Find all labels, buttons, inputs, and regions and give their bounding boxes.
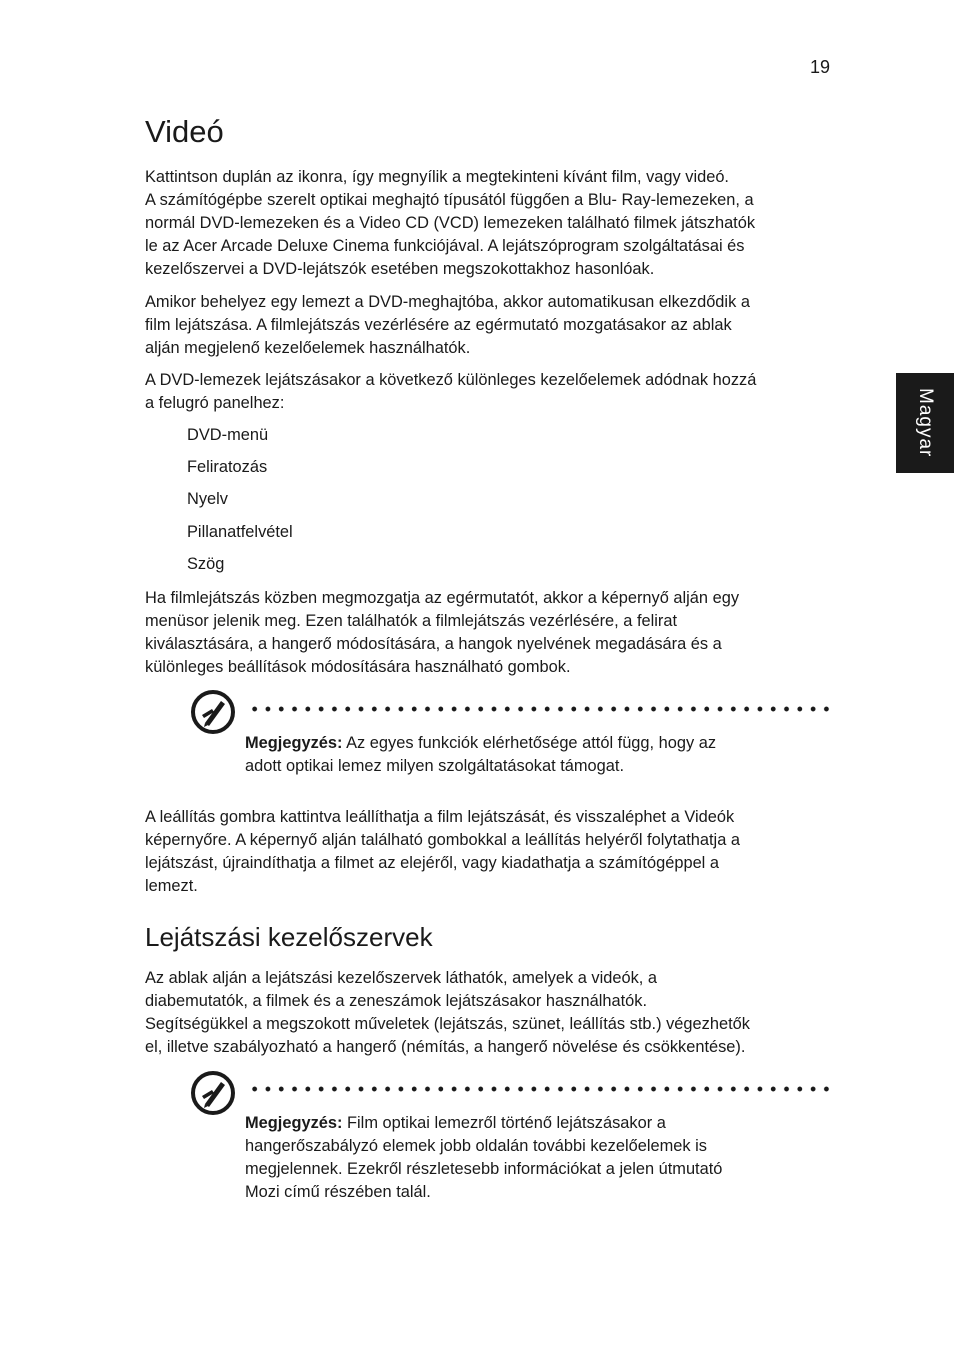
note-text: Mozi című részében talál. <box>245 1183 431 1201</box>
note-box <box>245 732 825 778</box>
note-text: Film optikai lemezről történő lejátszásakor a <box>342 1114 666 1132</box>
text-line: lemezt. <box>145 877 198 895</box>
note-label: Megjegyzés: <box>245 734 343 752</box>
text-line: lejátszást, újraindíthatja a filmet az elejéről, vagy kiadathatja a számítógéppel a <box>145 854 719 872</box>
language-tab-label: Magyar <box>915 388 936 458</box>
note-text: adott optikai lemez milyen szolgáltatásokat támogat. <box>245 757 625 775</box>
language-tab <box>896 373 954 473</box>
list-item: Pillanatfelvétel <box>187 523 293 541</box>
text-line: menüsor jelenik meg. Ezen találhatók a filmlejátszás vezérlésére, a felirat <box>145 612 678 630</box>
text-line: alján megjelenő kezelőelemek használhatók. <box>145 339 471 357</box>
note-text: megjelennek. Ezekről részletesebb információkat a jelen útmutató <box>245 1160 723 1178</box>
text-line: kiválasztására, a hangerő módosítására, a hangok nyelvének megadására és a <box>145 635 722 653</box>
text-line: normál DVD-lemezeken és a Video CD (VCD) lemezeken található filmek játszhatók <box>145 214 756 232</box>
paragraph-menubar <box>145 587 835 679</box>
note-icon <box>190 689 236 735</box>
text-line: Ha filmlejátszás közben megmozgatja az egérmutatót, akkor a képernyő alján egy <box>145 589 740 607</box>
text-line: különleges beállítások módosítására használható gombok. <box>145 658 571 676</box>
paragraph-stop <box>145 806 835 898</box>
list-item: Szög <box>187 555 225 573</box>
list-item: Feliratozás <box>187 458 268 476</box>
text-line: kezelőszervei a DVD-lejátszók esetében megszokottakhoz hasonlóak. <box>145 260 655 278</box>
text-line: Az ablak alján a lejátszási kezelőszervek láthatók, amelyek a videók, a <box>145 969 658 987</box>
text-line: a felugró panelhez: <box>145 394 285 412</box>
list-item: Nyelv <box>187 490 228 508</box>
note-box <box>245 1112 825 1204</box>
paragraph-autoplay <box>145 291 835 360</box>
note-icon <box>190 1070 236 1116</box>
text-line: A DVD-lemezek lejátszásakor a következő különleges kezelőelemek adódnak hozzá <box>145 371 757 389</box>
paragraph-playback <box>145 967 835 1059</box>
text-line: A számítógépbe szerelt optikai meghajtó típusától függően a Blu- Ray-lemezeken, a <box>145 191 754 209</box>
heading-playback-controls: Lejátszási kezelőszervek <box>145 922 433 952</box>
text-line: képernyőre. A képernyő alján található gombokkal a leállítás helyéről folytathatja a <box>145 831 740 849</box>
list-item: DVD-menü <box>187 426 269 444</box>
text-line: A leállítás gombra kattintva leállíthatja a film lejátszását, és visszaléphet a Videók <box>145 808 735 826</box>
intro-paragraph <box>145 166 835 281</box>
text-line: Kattintson duplán az ikonra, így megnyílik a megtekinteni kívánt film, vagy videó. <box>145 168 729 186</box>
heading-video: Videó <box>145 114 224 149</box>
text-line: el, illetve szabályozható a hangerő (némítás, a hangerő növelése és csökkentése). <box>145 1038 746 1056</box>
text-line: Amikor behelyez egy lemezt a DVD-meghajtóba, akkor automatikusan elkezdődik a <box>145 293 750 311</box>
text-line: diabemutatók, a filmek és a zeneszámok lejátszásakor használhatók. <box>145 992 647 1010</box>
page-number: 19 <box>809 57 830 77</box>
text-line: le az Acer Arcade Deluxe Cinema funkciójával. A lejátszóprogram szolgáltatásai és <box>145 237 745 255</box>
note-text: hangerőszabályzó elemek jobb oldalán további kezelőelemek is <box>245 1137 707 1155</box>
text-line: Segítségükkel a megszokott műveletek (lejátszás, szünet, leállítás stb.) végezhetők <box>145 1015 750 1033</box>
note-divider <box>248 1086 832 1092</box>
paragraph-dvd-controls <box>145 369 835 415</box>
text-line: film lejátszása. A filmlejátszás vezérlésére az egérmutató mozgatásakor az ablak <box>145 316 732 334</box>
note-label: Megjegyzés: <box>245 1114 343 1132</box>
note-text: Az egyes funkciók elérhetősége attól függ, hogy az <box>342 734 717 752</box>
note-divider <box>248 706 832 712</box>
